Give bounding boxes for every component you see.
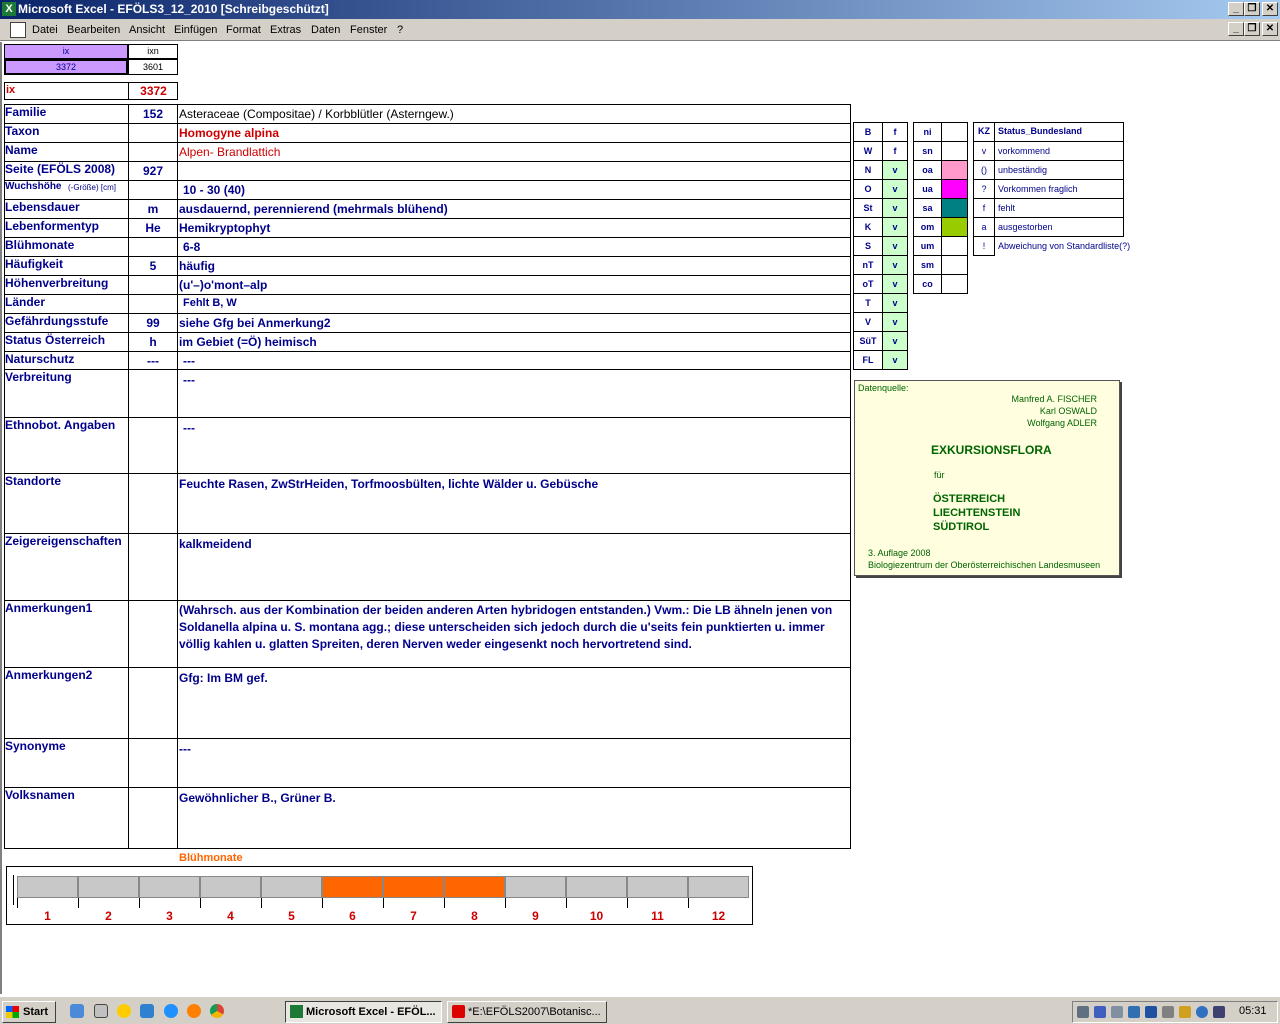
- altitude-color-swatch: [941, 198, 968, 218]
- author-2: Karl OSWALD: [1039, 406, 1097, 416]
- bloom-month-label: 9: [532, 909, 539, 923]
- table-row-line: [4, 332, 851, 333]
- bloom-month-label: 12: [711, 909, 726, 923]
- status-kz: v: [981, 146, 987, 156]
- row-value[interactable]: Gfg: Im BM gef.: [179, 671, 268, 685]
- menu-extras[interactable]: Extras: [270, 24, 302, 36]
- author-1: Manfred A. FISCHER: [1011, 394, 1097, 404]
- legend-value: v: [892, 203, 898, 213]
- row-number[interactable]: 927: [142, 164, 164, 178]
- table-row-line: [4, 104, 851, 105]
- table-row-line: [4, 218, 851, 219]
- altitude-code: sn: [922, 146, 933, 156]
- table-row-line: [4, 313, 851, 314]
- window-title: Microsoft Excel - EFÖLS3_12_2010 [Schreibgeschützt]: [18, 2, 329, 16]
- volume-icon[interactable]: [1094, 1006, 1106, 1018]
- row-label: Naturschutz: [5, 352, 75, 366]
- row-label: Anmerkungen2: [5, 668, 93, 682]
- status-kz: f: [982, 203, 986, 213]
- row-value[interactable]: (u'–)o'mont–alp: [179, 278, 268, 292]
- bloom-tick: [200, 898, 201, 908]
- windows-logo-icon: [6, 1006, 19, 1018]
- row-value[interactable]: Feuchte Rasen, ZwStrHeiden, Torfmoosbülten, lichte Wälder u. Gebüsche: [179, 477, 599, 491]
- row-label: Häufigkeit: [5, 257, 64, 271]
- status-text: Abweichung von Standardliste(?): [998, 241, 1131, 251]
- row-value[interactable]: Fehlt B, W: [183, 297, 237, 309]
- doc-close-button[interactable]: ✕: [1262, 22, 1278, 36]
- bloom-tick: [627, 898, 628, 908]
- status-kz-header: KZ: [978, 126, 990, 136]
- row-value[interactable]: ---: [183, 373, 195, 387]
- table-border-right: [850, 104, 851, 848]
- row-label: Anmerkungen1: [5, 601, 93, 615]
- altitude-code: om: [920, 222, 935, 232]
- altitude-color-swatch: [941, 274, 968, 294]
- row-value[interactable]: ---: [183, 421, 195, 435]
- legend-code: T: [865, 298, 871, 308]
- doc-minimize-button[interactable]: _: [1228, 22, 1244, 36]
- bluetooth-icon[interactable]: [1162, 1006, 1174, 1018]
- bloom-month-label: 11: [651, 909, 664, 923]
- altitude-code: ua: [922, 184, 933, 194]
- book-title: EXKURSIONSFLORA: [931, 443, 1052, 457]
- bloom-month-cell: [383, 876, 444, 898]
- datasource-box: [854, 380, 1120, 576]
- bloom-tick: [688, 898, 689, 908]
- altitude-color-swatch: [941, 160, 968, 180]
- status-text: vorkommend: [998, 146, 1051, 156]
- system-tray: [1072, 1001, 1278, 1023]
- altitude-color-swatch: [941, 122, 968, 142]
- row-value[interactable]: ausdauernd, perennierend (mehrmals blühend): [179, 202, 448, 216]
- table-row-line: [4, 667, 851, 668]
- ix-header: ix: [4, 44, 128, 59]
- row-label: Verbreitung: [5, 370, 72, 384]
- table-row-line: [4, 848, 851, 849]
- bloom-month-cell: [505, 876, 566, 898]
- network-icon[interactable]: [1077, 1006, 1089, 1018]
- status-kz: (): [981, 165, 987, 175]
- status-text: ausgestorben: [998, 222, 1053, 232]
- legend-code: B: [864, 127, 872, 137]
- row-label: Volksnamen: [5, 788, 75, 802]
- legend-value: v: [892, 241, 898, 251]
- legend-code: SüT: [859, 336, 877, 346]
- excel-task-icon: [290, 1005, 303, 1018]
- altitude-code: sm: [920, 260, 934, 270]
- row-label: Name: [5, 143, 38, 157]
- desktop-quicklaunch-icon[interactable]: [94, 1004, 108, 1018]
- taskbar-excel-label: Microsoft Excel - EFÖL...: [306, 1006, 436, 1018]
- row-label: Status Österreich: [5, 333, 106, 347]
- legend-code: oT: [862, 279, 874, 289]
- row-label: Lebensdauer: [5, 200, 80, 214]
- row-label-suffix: (-Größe) [cm]: [68, 183, 116, 192]
- clock: 05:31: [1239, 1005, 1267, 1017]
- start-button[interactable]: [2, 1001, 56, 1023]
- menu-daten[interactable]: Daten: [311, 24, 341, 36]
- table-row-line: [4, 294, 851, 295]
- document-icon[interactable]: [10, 22, 26, 38]
- table-row-line: [4, 787, 851, 788]
- bloom-month-label: 7: [410, 909, 417, 923]
- altitude-color-swatch: [941, 141, 968, 161]
- bloom-month-label: 6: [349, 909, 356, 923]
- altitude-code: co: [922, 279, 933, 289]
- legend-code: nT: [862, 260, 874, 270]
- region-2: LIECHTENSTEIN: [933, 507, 1021, 519]
- status-text: Vorkommen fraglich: [998, 184, 1078, 194]
- row-label: Blühmonate: [5, 238, 75, 252]
- table-row-line: [4, 123, 851, 124]
- legend-code: V: [864, 317, 871, 327]
- browser-quicklaunch-icon[interactable]: [164, 1004, 178, 1018]
- table-row-line: [4, 600, 851, 601]
- species-table: [2, 42, 852, 852]
- row-value[interactable]: häufig: [179, 259, 215, 273]
- row-label: Synonyme: [5, 739, 66, 753]
- table-row-line: [4, 275, 851, 276]
- legend-code: St: [863, 203, 873, 213]
- row-number[interactable]: 152: [142, 107, 164, 121]
- legend-code: S: [864, 241, 871, 251]
- info-icon[interactable]: [1196, 1006, 1208, 1018]
- row-value[interactable]: ---: [179, 742, 191, 756]
- table-row-line: [4, 256, 851, 257]
- row-label: Ethnobot. Angaben: [5, 418, 116, 432]
- firefox-quicklaunch-icon[interactable]: [187, 1004, 201, 1018]
- row-label: Wuchshöhe: [5, 181, 62, 192]
- legend-code: N: [864, 165, 872, 175]
- table-row-line: [4, 161, 851, 162]
- legend-value: v: [892, 279, 898, 289]
- menu-format[interactable]: Format: [226, 24, 261, 36]
- legend-value: v: [892, 184, 898, 194]
- excel-icon: X: [2, 2, 16, 16]
- altitude-code: ni: [923, 127, 932, 137]
- legend-code: O: [864, 184, 872, 194]
- row-number[interactable]: He: [145, 221, 161, 235]
- bloom-month-label: 1: [44, 909, 51, 923]
- legend-value: v: [892, 317, 898, 327]
- close-button[interactable]: ✕: [1262, 2, 1278, 16]
- ixn-header: ixn: [128, 44, 178, 59]
- table-row-line: [4, 237, 851, 238]
- menu-datei[interactable]: Datei: [32, 24, 58, 36]
- title-bar: [0, 0, 1280, 19]
- ie-quicklaunch-icon[interactable]: [70, 1004, 84, 1018]
- row-number[interactable]: 5: [149, 259, 157, 273]
- bloom-tick: [17, 898, 18, 908]
- row-value[interactable]: kalkmeidend: [179, 537, 252, 551]
- media-quicklaunch-icon[interactable]: [117, 1004, 131, 1018]
- author-3: Wolfgang ADLER: [1027, 418, 1097, 428]
- row-value[interactable]: Homogyne alpina: [179, 126, 280, 140]
- bloom-tick: [444, 898, 445, 908]
- bloom-tick: [566, 898, 567, 908]
- row-label: Lebenformentyp: [5, 219, 100, 233]
- region-3: SÜDTIROL: [933, 521, 990, 533]
- menu-bearbeiten[interactable]: Bearbeiten: [67, 24, 121, 36]
- table-row-line: [4, 142, 851, 143]
- row-value[interactable]: Asteraceae (Compositae) / Korbblütler (Asterngew.): [179, 107, 454, 121]
- menu-ansicht[interactable]: Ansicht: [129, 24, 166, 36]
- edition-text: 3. Auflage 2008: [868, 548, 931, 558]
- row-value[interactable]: (Wahrsch. aus der Kombination der beiden anderen Arten hybridogen entstanden.) Vwm.: Die LB ähneln jenen von Soldanella alpina u. S. montana agg.; diese unterscheiden sich jedoch durch die u'seits fein punktierten u. immer völlig kahlen u. glatten Spreiten, deren Nerven weder eingesenkt noch hervortretend sind.: [179, 603, 833, 651]
- legend-code: K: [864, 222, 872, 232]
- table-row-line: [4, 351, 851, 352]
- bloom-month-label: 10: [589, 909, 604, 923]
- sync-icon[interactable]: [1128, 1006, 1140, 1018]
- row-value[interactable]: 6-8: [183, 240, 201, 254]
- status-kz: ?: [981, 184, 987, 194]
- bloom-tick: [139, 898, 140, 908]
- row-value[interactable]: Hemikryptophyt: [179, 221, 271, 235]
- row-label: Länder: [5, 295, 46, 309]
- altitude-code: sa: [922, 203, 933, 213]
- legend-value: v: [892, 298, 898, 308]
- row-label: Zeigereigenschaften: [5, 534, 122, 548]
- region-1: ÖSTERREICH: [933, 493, 1006, 505]
- menu-bar: [0, 19, 1280, 41]
- row-label: Taxon: [5, 124, 40, 138]
- table-row-line: [4, 473, 851, 474]
- altitude-color-swatch: [941, 179, 968, 199]
- legend-value: f: [893, 146, 897, 156]
- explorer-quicklaunch-icon[interactable]: [140, 1004, 154, 1018]
- bloom-month-cell: [322, 876, 383, 898]
- bloom-tick: [78, 898, 79, 908]
- search-tray-icon[interactable]: [1111, 1006, 1123, 1018]
- menu-einfuegen[interactable]: Einfügen: [174, 24, 218, 36]
- row-value[interactable]: im Gebiet (=Ö) heimisch: [179, 335, 317, 349]
- table-row-line: [4, 417, 851, 418]
- legend-value: f: [893, 127, 897, 137]
- row-value[interactable]: ---: [183, 354, 195, 368]
- legend-value: v: [892, 355, 898, 365]
- bloom-month-cell: [78, 876, 139, 898]
- row-value[interactable]: Gewöhnlicher B., Grüner B.: [179, 791, 336, 805]
- table-row-line: [4, 199, 851, 200]
- table-row-line: [4, 180, 851, 181]
- row-label: Standorte: [5, 474, 62, 488]
- legend-code: W: [863, 146, 873, 156]
- status-kz: a: [981, 222, 987, 232]
- minimize-button[interactable]: _: [1228, 2, 1244, 16]
- status-kz: !: [982, 241, 986, 251]
- ix-row-value: 3372: [128, 82, 178, 100]
- worksheet[interactable]: [0, 42, 1280, 994]
- row-label: Seite (EFÖLS 2008): [5, 162, 116, 176]
- altitude-code: um: [920, 241, 935, 251]
- status-text: unbeständig: [998, 165, 1048, 175]
- legend-value: v: [892, 336, 898, 346]
- editor-task-icon: [452, 1005, 465, 1018]
- shield-icon[interactable]: [1145, 1006, 1157, 1018]
- bloom-tick: [322, 898, 323, 908]
- legend-value: v: [892, 222, 898, 232]
- ixn-value-cell[interactable]: 3601: [128, 59, 178, 75]
- ix-value-cell[interactable]: 3372: [4, 59, 128, 75]
- status-text: fehlt: [998, 203, 1016, 213]
- bloom-tick: [261, 898, 262, 908]
- restore-button[interactable]: ❐: [1244, 2, 1260, 16]
- altitude-code: oa: [922, 165, 933, 175]
- bloom-month-cell: [17, 876, 78, 898]
- altitude-color-swatch: [941, 217, 968, 237]
- legend-value: v: [892, 165, 898, 175]
- datasource-label: Datenquelle:: [858, 383, 909, 393]
- bloom-tick: [383, 898, 384, 908]
- bloom-title: Blühmonate: [179, 852, 243, 864]
- publisher-text: Biologiezentrum der Oberösterreichischen Landesmuseen: [868, 560, 1101, 570]
- bloom-month-cell: [261, 876, 322, 898]
- chrome-quicklaunch-icon[interactable]: [210, 1004, 224, 1018]
- start-label: Start: [23, 1006, 49, 1018]
- status-header: Status_Bundesland: [998, 126, 1083, 136]
- row-number[interactable]: m: [147, 202, 159, 216]
- security-icon[interactable]: [1213, 1006, 1225, 1018]
- doc-restore-button[interactable]: ❐: [1244, 22, 1260, 36]
- row-number[interactable]: 99: [146, 316, 160, 330]
- table-row-line: [4, 369, 851, 370]
- altitude-color-swatch: [941, 255, 968, 275]
- menu-fenster[interactable]: Fenster: [350, 24, 388, 36]
- row-value[interactable]: 10 - 30 (40): [183, 183, 246, 197]
- row-value[interactable]: siehe Gfg bei Anmerkung2: [179, 316, 331, 330]
- bloom-month-cell: [444, 876, 505, 898]
- bloom-month-label: 5: [288, 909, 295, 923]
- altitude-color-swatch: [941, 236, 968, 256]
- legend-code: FL: [862, 355, 874, 365]
- bloom-month-cell: [200, 876, 261, 898]
- row-number[interactable]: h: [149, 335, 157, 349]
- row-value[interactable]: Alpen- Brandlattich: [179, 145, 281, 159]
- table-row-line: [4, 533, 851, 534]
- fuer-text: für: [934, 470, 945, 480]
- row-label: Gefährdungsstufe: [5, 314, 109, 328]
- bloom-month-label: 4: [227, 909, 234, 923]
- menu-help[interactable]: ?: [397, 24, 404, 36]
- bloom-month-cell: [627, 876, 688, 898]
- bloom-month-label: 3: [166, 909, 173, 923]
- taskbar-editor-button[interactable]: [447, 1001, 607, 1023]
- ix-row-label: ix: [6, 84, 16, 96]
- table-col-divider-2: [177, 104, 178, 848]
- bloom-axis: [13, 875, 14, 905]
- row-label: Höhenverbreitung: [5, 276, 109, 290]
- table-row-line: [4, 738, 851, 739]
- taskbar: [0, 996, 1280, 1024]
- row-label: Familie: [5, 105, 47, 119]
- bloom-month-cell: [566, 876, 627, 898]
- row-number[interactable]: ---: [147, 354, 159, 368]
- legend-value: v: [892, 260, 898, 270]
- bloom-month-cell: [139, 876, 200, 898]
- bloom-month-label: 8: [471, 909, 478, 923]
- bloom-month-cell: [688, 876, 749, 898]
- taskbar-excel-button[interactable]: [285, 1001, 442, 1023]
- taskbar-editor-label: *E:\EFÖLS2007\Botanisc...: [468, 1006, 601, 1018]
- bloom-month-label: 2: [105, 909, 112, 923]
- bloom-tick: [505, 898, 506, 908]
- warning-icon[interactable]: [1179, 1006, 1191, 1018]
